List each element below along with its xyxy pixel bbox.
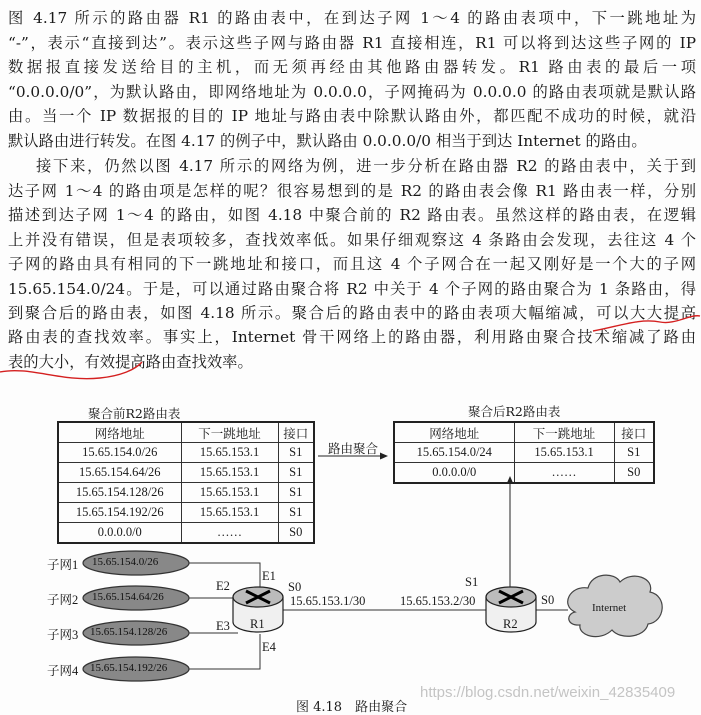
text-line: “0.0.0.0/0”，为默认路由，即网络地址为 0.0.0.0，子网掩码为 0.0.0.0 的路由表项就是默认路	[8, 83, 696, 101]
text-line: 图 4.17 所示的路由器 R1 的路由表中，在到达子网 1～4 的路由表项中，下一跳地址为	[8, 9, 696, 27]
table-cell: ……	[514, 463, 614, 484]
r1-name: R1	[250, 617, 265, 631]
r2-port-s1: S1	[465, 575, 479, 589]
after-table-title: 聚合后R2路由表	[468, 404, 561, 419]
table-row	[58, 523, 314, 544]
text-line: 表的大小，有效提高路由查找效率。	[8, 353, 253, 371]
r1-port-e2: E2	[216, 579, 230, 593]
table-cell: 15.65.154.128/26	[58, 483, 181, 503]
table-cell: 接口	[278, 422, 314, 443]
table-row	[394, 443, 654, 463]
table-cell: 网络地址	[58, 422, 181, 443]
table-cell: S0	[278, 523, 314, 544]
r1-port-e3: E3	[216, 619, 230, 633]
r1-s0-address: 15.65.153.1/30	[290, 594, 366, 608]
table-cell: 接口	[614, 422, 654, 443]
subnet-1-label: 子网1	[47, 558, 79, 572]
link-e4	[189, 634, 260, 669]
subnet-2-address: 15.65.154.64/26	[92, 591, 164, 603]
text-line: 接下来，仍然以图 4.17 所示的网络为例，进一步分析在路由器 R2 的路由表中，关于到	[36, 157, 696, 175]
table-cell: 0.0.0.0/0	[58, 523, 181, 544]
after-routing-table	[393, 421, 655, 484]
table-row	[58, 443, 314, 463]
table-cell: ……	[181, 523, 278, 544]
table-header-row	[394, 422, 654, 443]
text-line: “-”，表示“直接到达”。表示这些子网与路由器 R1 直接相连，R1 可以将到达这些子网的 IP	[8, 34, 696, 52]
watermark: https://blog.csdn.net/weixin_42835409	[420, 684, 676, 701]
table-row	[394, 463, 654, 484]
table-cell: 15.65.153.1	[181, 503, 278, 523]
r2-port-s0: S0	[541, 593, 555, 607]
table-cell: S1	[278, 443, 314, 463]
r1-port-s0: S0	[288, 580, 302, 594]
before-table-title: 聚合前R2路由表	[88, 406, 181, 421]
table-row	[58, 483, 314, 503]
text-line: 15.65.154.0/24。于是，可以通过路由聚合将 R2 中关于 4 个子网的路由聚合为 1 条路由，得	[8, 280, 696, 298]
subnet-3-address: 15.65.154.128/26	[90, 626, 168, 638]
text-line: 由。当一个 IP 数据报的目的 IP 地址与路由表中除默认路由外，都匹配不成功的时候，就沿	[8, 107, 696, 125]
figure-caption: 图 4.18 路由聚合	[296, 700, 408, 715]
text-line: 路由表的查找效率。事实上，Internet 骨干网络上的路由器，利用路由聚合技术缩减了路由	[8, 328, 696, 346]
table-cell: S1	[614, 443, 654, 463]
table-row	[58, 503, 314, 523]
r1-port-e4: E4	[262, 640, 276, 654]
internet-label: Internet	[592, 602, 627, 614]
table-cell: S1	[278, 483, 314, 503]
table-cell: 15.65.154.0/26	[58, 443, 181, 463]
text-line: 到聚合后的路由表，如图 4.18 所示。聚合后的路由表中的路由表项大幅缩减，可以大大提高	[8, 304, 696, 322]
text-line: 上并没有错误，但是表项较多，查找效率低。如果仔细观察这 4 条路由会发现，去往这 4 个	[8, 231, 696, 249]
r1-port-e1: E1	[262, 569, 276, 583]
before-routing-table	[57, 421, 315, 544]
r2-name: R2	[503, 617, 518, 631]
table-cell: 15.65.154.192/26	[58, 503, 181, 523]
subnet-4-address: 15.65.154.192/26	[90, 662, 168, 674]
text-line: 子网的路由具有相同的下一跳地址和接口，而且这 4 个子网合在一起又刚好是一个大的子网	[8, 255, 696, 273]
red-underline-1	[593, 316, 700, 331]
table-cell: 15.65.153.1	[181, 443, 278, 463]
table-cell: S0	[614, 463, 654, 484]
red-underline-2	[0, 362, 142, 379]
aggregation-label: 路由聚合	[328, 441, 379, 456]
table-cell: 0.0.0.0/0	[394, 463, 514, 484]
table-cell: 15.65.154.64/26	[58, 463, 181, 483]
table-row	[58, 463, 314, 483]
subnet-1-address: 15.65.154.0/26	[92, 556, 159, 568]
r2-s1-address: 15.65.153.2/30	[400, 594, 476, 608]
subnet-2-label: 子网2	[47, 593, 79, 607]
table-cell: 15.65.153.1	[181, 483, 278, 503]
table-cell: 15.65.153.1	[514, 443, 614, 463]
subnet-4-label: 子网4	[47, 664, 79, 678]
table-cell: 网络地址	[394, 422, 514, 443]
table-header-row	[58, 422, 314, 443]
table-cell: 下一跳地址	[514, 422, 614, 443]
table-cell: S1	[278, 463, 314, 483]
subnet-3-label: 子网3	[47, 628, 79, 642]
text-line: 默认路由进行转发。在图 4.17 的例子中，默认路由 0.0.0.0/0 相当于到达 Internet 的路由。	[8, 132, 647, 150]
table-cell: 15.65.153.1	[181, 463, 278, 483]
arrow-head-right	[380, 453, 388, 460]
text-line: 达子网 1～4 的路由项是怎样的呢？很容易想到的是 R2 的路由表会像 R1 路由表一样，分别	[8, 182, 696, 200]
text-line: 描述到达子网 1～4 的路由，如图 4.18 中聚合前的 R2 路由表。虽然这样的路由表，在逻辑	[8, 206, 696, 224]
table-cell: 15.65.154.0/24	[394, 443, 514, 463]
table-cell: 下一跳地址	[181, 422, 278, 443]
text-line: 数据报直接发送给目的主机，而无须再经由其他路由器转发。R1 路由表的最后一项	[8, 58, 696, 76]
table-cell: S1	[278, 503, 314, 523]
